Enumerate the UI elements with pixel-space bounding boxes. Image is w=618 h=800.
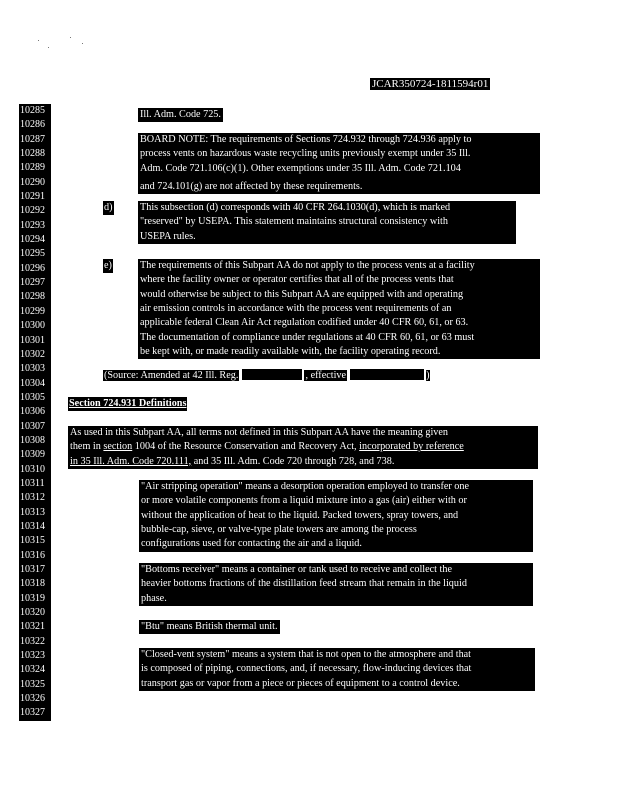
line-number: 10309 [20,449,45,461]
definition-btu: "Btu" means British thermal unit. [139,620,280,634]
line-number: 10306 [20,406,45,418]
line-number: 10311 [20,477,45,489]
text-line: air emission controls in accordance with the process vent requirements of an [140,303,452,315]
text-line: The requirements of this Subpart AA do not apply to the process vents at a facility [140,260,475,271]
text-line: heavier bottoms fractions of the distillation feed stream that remain in the liquid [141,578,467,590]
line-number: 10326 [20,693,45,705]
intro-text-inserted: incorporated by reference [359,441,464,453]
line-number: 10325 [20,678,45,690]
line-number: 10304 [20,377,45,389]
subsection-e-label: e) [103,259,113,273]
text-line: The documentation of compliance under regulations at 40 CFR 60, 61, or 63 must [140,331,475,343]
intro-text-inserted: section [103,441,133,453]
text-line: would otherwise be subject to this Subpart AA are equipped with and operating [140,288,464,300]
line-number: 10295 [20,248,45,260]
definition-air-stripping [139,480,533,552]
line-number: 10316 [20,549,45,561]
definition-bottoms-receiver [139,563,533,606]
scan-speck [82,43,83,44]
line-number: 10315 [20,535,45,547]
line-number: 10320 [20,607,45,619]
text-line: USEPA rules. [140,230,196,242]
text-line [70,455,536,469]
line-number: 10297 [20,277,45,289]
text-line: phase. [141,592,167,604]
line-number: 10324 [20,664,45,676]
line-number-gutter [19,104,51,721]
text-line: Ill. Adm. Code 725. [138,108,223,122]
text-line: "Bottoms receiver" means a container or tank used to receive and collect the [141,564,452,575]
text-line [70,440,536,454]
line-number: 10313 [20,506,45,518]
citation-tail [138,104,223,122]
text-line: BOARD NOTE: The requirements of Sections 724.932 through 724.936 apply to [140,134,472,145]
line-number: 10305 [20,391,45,403]
text-line: "reserved" by USEPA. This statement maintains structural consistency with [140,216,448,228]
line-number: 10319 [20,592,45,604]
text-line: is composed of piping, connections, and, if necessary, flow-inducing devices that [141,663,472,675]
subsection-e-text [138,259,540,359]
document-id: JCAR350724-1811594r01 [372,78,489,90]
line-number: 10307 [20,420,45,432]
subsection-d-label: d) [103,201,114,215]
line-number: 10293 [20,219,45,231]
line-number: 10317 [20,564,45,575]
text-line: transport gas or vapor from a piece or pieces of equipment to a control device. [141,677,460,689]
line-number: 10322 [20,635,45,647]
subsection-d-text [138,201,516,244]
line-number: 10286 [20,119,45,131]
text-line: or more volatile components from a liquid mixture into a gas (air) either with or [141,495,467,507]
line-number: 10291 [20,191,45,203]
line-number: 10289 [20,162,45,174]
line-number: 10299 [20,305,45,317]
line-number: 10301 [20,334,45,346]
intro-paragraph [68,426,538,469]
line-number: 10288 [20,148,45,160]
scan-speck [48,47,49,48]
redacted-register-page [242,369,302,380]
text-line: and 724.101(g) are not affected by these requirements. [140,181,363,193]
line-number: 10298 [20,291,45,303]
line-number: 10321 [20,621,45,633]
source-note [103,369,430,383]
text-line: applicable federal Clean Air Act regulation codified under 40 CFR 60, 61, or 63. [140,317,469,329]
intro-text: them in [70,441,104,453]
line-number: 10310 [20,463,45,475]
line-number: 10308 [20,434,45,446]
line-number: 10287 [20,133,45,145]
line-number: 10323 [20,650,45,662]
scan-speck [70,37,71,38]
source-suffix: ) [426,370,430,381]
line-number: 10318 [20,578,45,590]
line-number: 10300 [20,320,45,332]
line-number: 10294 [20,234,45,246]
line-number: 10314 [20,520,45,532]
text-line: without the application of heat to the liquid. Packed towers, spray towers, and [141,509,459,521]
text-line: configurations used for contacting the air and a liquid. [141,538,362,550]
text-line: be kept with, or made readily available with, the facility operating record. [140,346,441,358]
text-line: process vents on hazardous waste recycling units previously exempt under 35 Ill. [140,148,471,160]
intro-text: 1004 of the Resource Conservation and Recovery Act, [132,441,360,453]
line-number: 10285 [20,105,45,116]
text-line: As used in this Subpart AA, all terms not defined in this Subpart AA have the meaning given [70,427,449,438]
line-number: 10290 [20,176,45,188]
text-line: This subsection (d) corresponds with 40 CFR 264.1030(d), which is marked [140,202,451,213]
text-line: "Air stripping operation" means a desorption operation employed to transfer one [141,481,470,492]
line-number: 10292 [20,205,45,217]
redacted-effective-date [350,369,424,380]
line-number: 10296 [20,262,45,274]
line-number: 10303 [20,363,45,375]
text-line: where the facility owner or operator certifies that all of the process vents that [140,274,454,286]
intro-text-inserted: in 35 Ill. Adm. Code 720.111, [70,455,192,467]
section-heading: Section 724.931 Definitions [68,397,187,411]
board-note [138,133,540,194]
scan-speck [38,40,39,41]
source-prefix: (Source: Amended at 42 Ill. Reg. [104,370,239,381]
text-line: "Closed-vent system" means a system that is not open to the atmosphere and that [141,649,472,660]
line-number: 10302 [20,348,45,360]
line-number: 10312 [20,492,45,504]
definition-closed-vent [139,648,535,691]
text-line: bubble-cap, sieve, or valve-type plate towers are among the process [141,524,417,536]
text-line: Adm. Code 721.106(c)(1). Other exemptions under 35 Ill. Adm. Code 721.104 [140,162,461,174]
intro-text: and 35 Ill. Adm. Code 720 through 728, and 738. [191,455,395,467]
source-middle: , effective [305,370,347,381]
line-number: 10327 [20,707,45,719]
